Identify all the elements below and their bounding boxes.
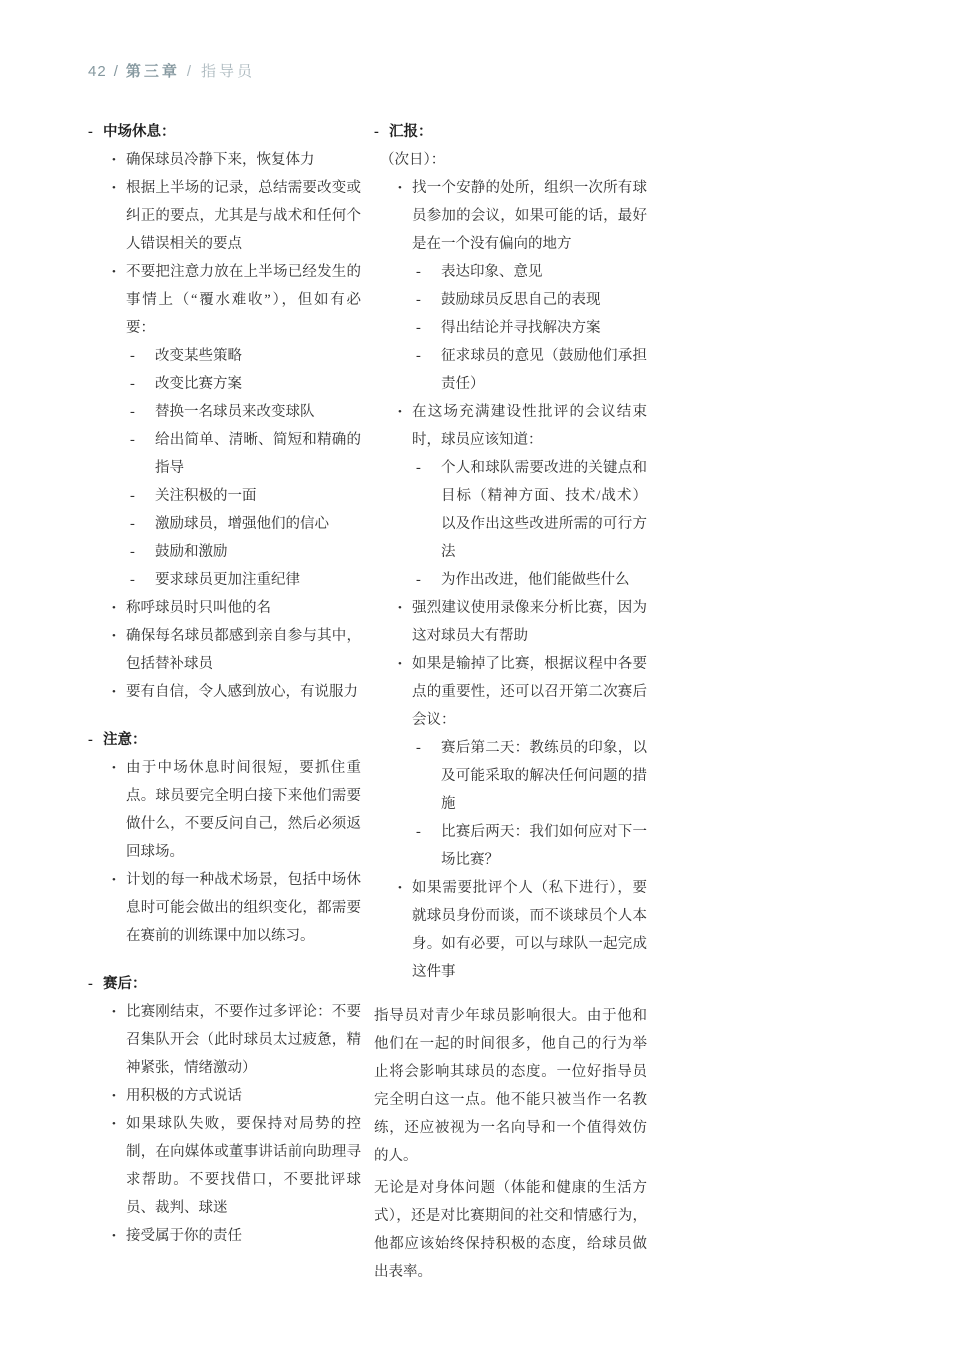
page-content	[88, 118, 648, 1286]
list-item	[88, 398, 361, 426]
section-postmatch	[88, 970, 361, 1250]
bullet-marker: •	[398, 882, 402, 894]
bullet-marker: •	[112, 630, 116, 642]
list-item	[374, 174, 647, 258]
dash-marker: -	[130, 572, 135, 588]
list-item	[88, 1222, 361, 1250]
list-item	[374, 398, 647, 454]
section-title-text: 赛后：	[103, 976, 147, 992]
bullet-marker: •	[398, 182, 402, 194]
list-item	[374, 734, 647, 818]
section-title-text: 汇报：	[389, 124, 433, 140]
list-item-text: 鼓励和激励	[155, 544, 228, 560]
list-item	[88, 594, 361, 622]
bullet-marker: •	[112, 602, 116, 614]
list-item-text: 不要把注意力放在上半场已经发生的事情上（“覆水难收”），但如有必要：	[126, 264, 361, 336]
dash-marker: -	[416, 292, 421, 308]
dash-marker: -	[416, 572, 421, 588]
section-halftime	[88, 118, 361, 706]
bullet-marker: •	[112, 686, 116, 698]
closing-paragraph: 指导员对青少年球员影响很大。由于他和他们在一起的时间很多，他自己的行为举止将会影响其球员的态度。一位好指导员完全明白这一点。他不能只被当作一名教练，还应被视为一名向导和一个值得效仿的人。	[374, 1008, 647, 1164]
list-item-text: 用积极的方式说话	[126, 1088, 242, 1104]
list-item-text: 如果是输掉了比赛，根据议程中各要点的重要性，还可以召开第二次赛后会议：	[412, 656, 647, 728]
list-item	[88, 622, 361, 678]
list-item-text: 接受属于你的责任	[126, 1228, 242, 1244]
bullet-marker: •	[112, 266, 116, 278]
list-item-text: 确保球员冷静下来，恢复体力	[126, 152, 315, 168]
list-item-text: 为作出改进，他们能做些什么	[441, 572, 630, 588]
dash-marker: -	[130, 404, 135, 420]
list-item	[374, 594, 647, 650]
bullet-marker: •	[112, 1006, 116, 1018]
list-item	[88, 998, 361, 1082]
list-item	[88, 866, 361, 950]
list-item-text: 得出结论并寻找解决方案	[441, 320, 601, 336]
dash-marker: -	[130, 376, 135, 392]
section-title-text: 注意：	[103, 732, 147, 748]
list-item-text: 根据上半场的记录，总结需要改变或纠正的要点，尤其是与战术和任何个人错误相关的要点	[126, 180, 361, 252]
list-item	[374, 314, 647, 342]
bullet-marker: •	[112, 182, 116, 194]
bullet-marker: •	[398, 406, 402, 418]
list-item-text: 鼓励球员反思自己的表现	[441, 292, 601, 308]
list-item-text: 计划的每一种战术场景，包括中场休息时可能会做出的组织变化，都需要在赛前的训练课中加以练习。	[126, 872, 361, 944]
dash-marker: -	[88, 124, 93, 140]
list-item-text: 强烈建议使用录像来分析比赛，因为这对球员大有帮助	[412, 600, 647, 644]
list-item	[88, 754, 361, 866]
item-list	[88, 146, 361, 706]
page-header	[88, 62, 255, 82]
list-item	[88, 426, 361, 482]
list-item	[88, 146, 361, 174]
list-item	[374, 258, 647, 286]
right-column	[374, 118, 647, 1286]
list-item-text: 赛后第二天：教练员的印象，以及可能采取的解决任何问题的措施	[441, 740, 647, 812]
bullet-marker: •	[398, 602, 402, 614]
list-item-text: 要有自信，令人感到放心，有说服力	[126, 684, 358, 700]
list-item-text: 确保每名球员都感到亲自参与其中，包括替补球员	[126, 628, 361, 672]
list-item-text: 改变某些策略	[155, 348, 242, 364]
list-item	[374, 874, 647, 986]
list-item-text: 比赛刚结束，不要作过多评论：不要召集队开会（此时球员太过疲惫，精神紧张，情绪激动）	[126, 1004, 361, 1076]
list-item	[374, 286, 647, 314]
list-item	[88, 258, 361, 342]
list-item	[88, 482, 361, 510]
list-item	[88, 370, 361, 398]
list-item	[374, 650, 647, 734]
dash-marker: -	[374, 124, 379, 140]
dash-marker: -	[88, 732, 93, 748]
list-item-text: 激励球员，增强他们的信心	[155, 516, 329, 532]
section-title	[374, 118, 647, 146]
section-debrief	[374, 118, 647, 986]
list-item-text: 要求球员更加注重纪律	[155, 572, 300, 588]
list-item-text: 个人和球队需要改进的关键点和目标（精神方面、技术/战术）以及作出这些改进所需的可行方法	[441, 460, 647, 560]
list-item-text: 征求球员的意见（鼓励他们承担责任）	[441, 348, 647, 392]
item-list	[374, 174, 647, 986]
list-item	[88, 538, 361, 566]
dash-marker: -	[130, 516, 135, 532]
bullet-marker: •	[398, 658, 402, 670]
dash-marker: -	[416, 320, 421, 336]
bullet-marker: •	[112, 762, 116, 774]
list-item	[88, 678, 361, 706]
item-list	[88, 998, 361, 1250]
list-item-text: 如果需要批评个人（私下进行），要就球员身份而谈，而不谈球员个人本身。如有必要，可以与球队一起完成这件事	[412, 880, 647, 980]
list-item	[88, 174, 361, 258]
closing-paragraph: 无论是对身体问题（体能和健康的生活方式），还是对比赛期间的社交和情感行为，他都应该始终保持积极的态度，给球员做出表率。	[374, 1180, 647, 1280]
list-item-text: 由于中场休息时间很短，要抓住重点。球员要完全明白接下来他们需要做什么，不要反问自己，然后必须返回球场。	[126, 760, 361, 860]
chapter-label: 第三章	[125, 63, 180, 80]
header-separator: /	[186, 63, 195, 80]
bullet-marker: •	[112, 1230, 116, 1242]
dash-marker: -	[88, 976, 93, 992]
dash-marker: -	[130, 348, 135, 364]
list-item	[374, 454, 647, 566]
list-item-text: 比赛后两天：我们如何应对下一场比赛？	[441, 824, 647, 868]
bullet-marker: •	[112, 154, 116, 166]
section-title	[88, 726, 361, 754]
bullet-marker: •	[112, 1090, 116, 1102]
list-item	[88, 566, 361, 594]
list-item	[374, 342, 647, 398]
list-item-text: 表达印象、意见	[441, 264, 543, 280]
dash-marker: -	[130, 432, 135, 448]
list-item	[88, 342, 361, 370]
dash-marker: -	[416, 460, 421, 476]
list-item-text: 找一个安静的处所，组织一次所有球员参加的会议，如果可能的话，最好是在一个没有偏向的地方	[412, 180, 647, 252]
section-subtitle: （次日）：	[380, 152, 446, 168]
list-item	[88, 510, 361, 538]
section-label: 指导员	[201, 63, 256, 80]
header-separator: /	[113, 63, 119, 80]
list-item	[374, 818, 647, 874]
page-number: 42	[88, 63, 107, 80]
dash-marker: -	[416, 740, 421, 756]
dash-marker: -	[416, 264, 421, 280]
dash-marker: -	[416, 348, 421, 364]
list-item-text: 给出简单、清晰、简短和精确的指导	[155, 432, 361, 476]
bullet-marker: •	[112, 1118, 116, 1130]
list-item-text: 替换一名球员来改变球队	[155, 404, 315, 420]
list-item-text: 称呼球员时只叫他的名	[126, 600, 271, 616]
list-item-text: 关注积极的一面	[155, 488, 257, 504]
section-title	[88, 118, 361, 146]
list-item-text: 如果球队失败，要保持对局势的控制，在向媒体或董事讲话前向助理寻求帮助。不要找借口，不要批评球员、裁判、球迷	[126, 1116, 361, 1216]
list-item	[88, 1110, 361, 1222]
item-list	[88, 754, 361, 950]
dash-marker: -	[130, 488, 135, 504]
list-item-text: 改变比赛方案	[155, 376, 242, 392]
section-title-text: 中场休息：	[103, 124, 176, 140]
dash-marker: -	[130, 544, 135, 560]
left-column	[88, 118, 361, 1286]
list-item	[374, 566, 647, 594]
list-item	[88, 1082, 361, 1110]
section-notice	[88, 726, 361, 950]
bullet-marker: •	[112, 874, 116, 886]
section-title	[88, 970, 361, 998]
list-item-text: 在这场充满建设性批评的会议结束时，球员应该知道：	[412, 404, 647, 448]
dash-marker: -	[416, 824, 421, 840]
